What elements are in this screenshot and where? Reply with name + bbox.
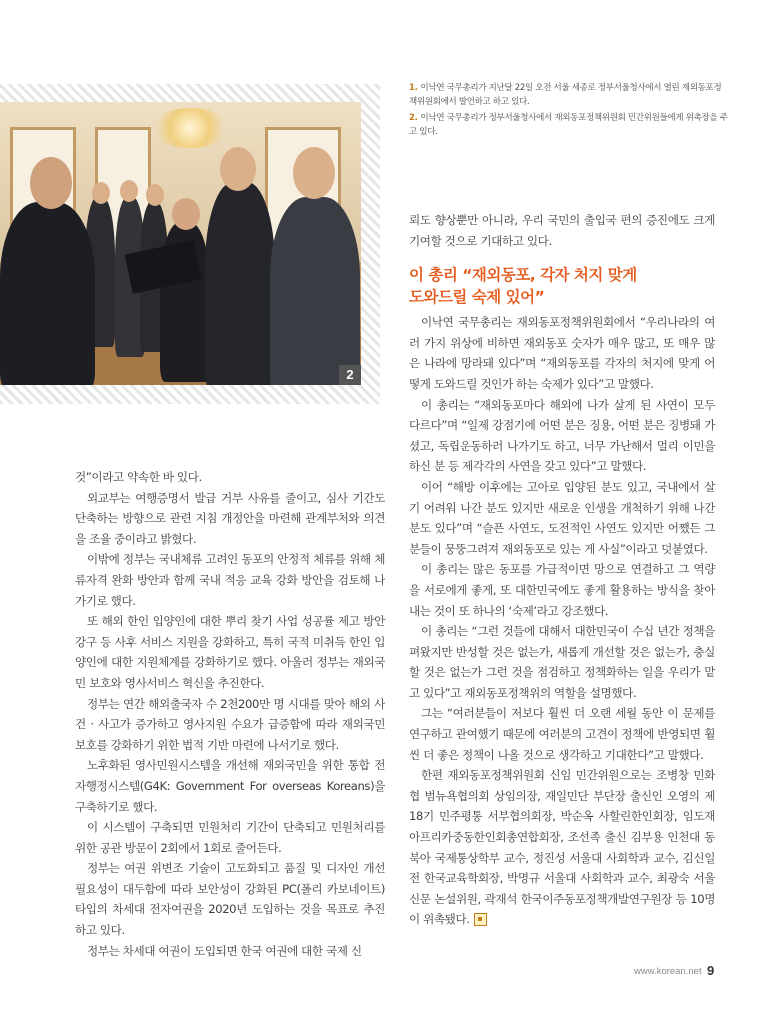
footer-site: www.korean.net [634, 966, 702, 977]
paragraph: 이 총리는 많은 동포를 가급적이면 망으로 연결하고 그 역량을 서로에게 좋게, 또 대한민국에도 좋게 활용하는 방식을 찾아내는 것이 또 하나의 ‘숙제’라고 강조했다. [409, 562, 715, 618]
photo-frame [0, 84, 380, 404]
heading-line: 도와드릴 숙제 있어” [409, 288, 545, 307]
paragraph: 이 총리는 “재외동포마다 해외에 나가 살게 된 사연이 모두 다르다”며 “일제 강점기에 어떤 분은 징용, 어떤 분은 징병돼 가셨고, 독립운동하러 나가기도 하고, 너무 가난해서 멀리 이민을 하신 분 등 제각각의 사연을 갖고 있다”고 말했다. [409, 397, 715, 474]
paragraph [409, 765, 715, 930]
caption-number: 1. [409, 83, 418, 93]
paragraph: 정부는 여권 위변조 기술이 고도화되고 품질 및 디자인 개선 필요성이 대두함에 따라 보안성이 강화된 PC(폴리 카보네이트) 타입의 차세대 전자여권을 2020년 도입하는 것을 목표로 추진하고 있다. [75, 861, 385, 938]
caption-1 [409, 81, 729, 109]
paragraph: 노후화된 영사민원시스템을 개선해 재외국민을 위한 통합 전자행정시스템(G4K: Government For overseas Koreans)을 구축하기로 했다. [75, 758, 385, 814]
paragraph: 이어 “해방 이후에는 고아로 입양된 분도 있고, 국내에서 살기 어려워 나간 분도 있지만 새로운 인생을 개척하기 위해 나간 분도 있다”며 “슬픈 사연도, 도전적인 사연도 있지만 어쨌든 그분들이 뭉뚱그려져 재외동포로 있는 게 사실”이라고 덧붙였다. [409, 479, 715, 556]
photo-captions [409, 81, 729, 141]
paragraph: 이 총리는 “그런 것들에 대해서 대한민국이 수십 년간 정책을 펴왔지만 반성할 것은 없는가, 새롭게 개선할 것은 없는가, 충실할 것은 없는가 그런 것을 점검하고 정책화하는 일을 우리가 맡고 있다”고 재외동포정책위의 역할을 설명했다. [409, 624, 715, 700]
heading-line: 이 총리 “재외동포, 각자 처지 맞게 [409, 266, 637, 285]
caption-2 [409, 111, 729, 139]
page-number: 9 [707, 963, 715, 978]
left-column [75, 467, 385, 961]
section-heading [409, 264, 715, 308]
paragraph: 정부는 연간 해외출국자 수 2천200만 명 시대를 맞아 해외 사건 · 사고가 증가하고 영사지원 수요가 급증함에 따라 재외국민 보호를 강화하기 위한 법적 기반 마련에 나서기로 했다. [75, 696, 385, 752]
paragraph-text: 한편 재외동포정책위원회 신임 민간위원으로는 조병창 민화협 범뉴욕협의회 상임의장, 재일민단 부단장 출신인 오영의 제18기 민주평통 서부협의회장, 박순옥 사할린한인회장, 임도재 아프리카중동한인회총연합회장, 조선족 출신 김부용 인천대 동북아 국제통상학부 교수, 정진성 서울대 사회학과 교수, 김신일 전 한국교육학회장, 박명규 서울대 사회학과 교수, 최광숙 서울신문 논설위원, 곽재석 한국이주동포정책개발연구원장 등 10명이 위촉됐다. [409, 768, 715, 927]
caption-text: 이낙연 국무총리가 지난달 22일 오전 서울 세종로 정부서울청사에서 열린 재외동포정책위원회에서 발언하고 하고 있다. [409, 83, 722, 107]
right-column [409, 210, 715, 930]
end-mark-icon [474, 913, 487, 926]
paragraph: 그는 “여러분들이 저보다 훨씬 더 오랜 세월 동안 이 문제를 연구하고 관여했기 때문에 여러분의 고견이 정책에 반영되면 훨씬 더 좋은 정책이 나올 것으로 생각하고 기대한다”고 말했다. [409, 706, 715, 762]
paragraph: 이밖에 정부는 국내체류 고려인 동포의 안정적 체류를 위해 체류자격 완화 방안과 함께 국내 적응 교육 강화 방안을 검토해 나가기로 했다. [75, 552, 385, 608]
paragraph: 정부는 차세대 여권이 도입되면 한국 여권에 대한 국제 신 [87, 943, 362, 958]
caption-text: 이낙연 국무총리가 정부서울청사에서 재외동포정책위원회 민간위원들에게 위촉장을 주고 있다. [409, 113, 728, 137]
paragraph: 것”이라고 약속한 바 있다. [75, 470, 202, 484]
paragraph: 또 해외 한인 입양인에 대한 뿌리 찾기 사업 성공률 제고 방안 강구 등 사후 서비스 지원을 강화하고, 특히 국적 미취득 한인 입양인에 대한 지원체계를 강화하기로 했다. 아울러 정부는 재외국민 보호와 영사서비스 혁신을 추진한다. [75, 614, 385, 690]
paragraph: 이 시스템이 구축되면 민원처리 기간이 단축되고 민원처리를 위한 공관 방문이 2회에서 1회로 줄어든다. [75, 820, 385, 855]
ceremony-photo [0, 102, 361, 385]
paragraph: 이낙연 국무총리는 재외동포정책위원회에서 “우리나라의 여러 가지 위상에 비하면 재외동포 숫자가 매우 많고, 또 매우 많은 나라에 망라돼 있다”며 “재외동포를 각자의 처지에 맞게 어떻게 도와드릴 것인가 하는 숙제가 있다”고 말했다. [409, 315, 715, 391]
paragraph: 뢰도 향상뿐만 아니라, 우리 국민의 출입국 편의 증진에도 크게 기여할 것으로 기대하고 있다. [409, 213, 715, 248]
chandelier-graphic [150, 108, 230, 148]
paragraph: 외교부는 여행증명서 발급 거부 사유를 줄이고, 심사 기간도 단축하는 방향으로 관련 지침 개정안을 마련해 관계부처와 의견을 조율 중이라고 밝혔다. [75, 490, 385, 546]
caption-number: 2. [409, 113, 418, 123]
photo-number: 2 [339, 365, 361, 385]
